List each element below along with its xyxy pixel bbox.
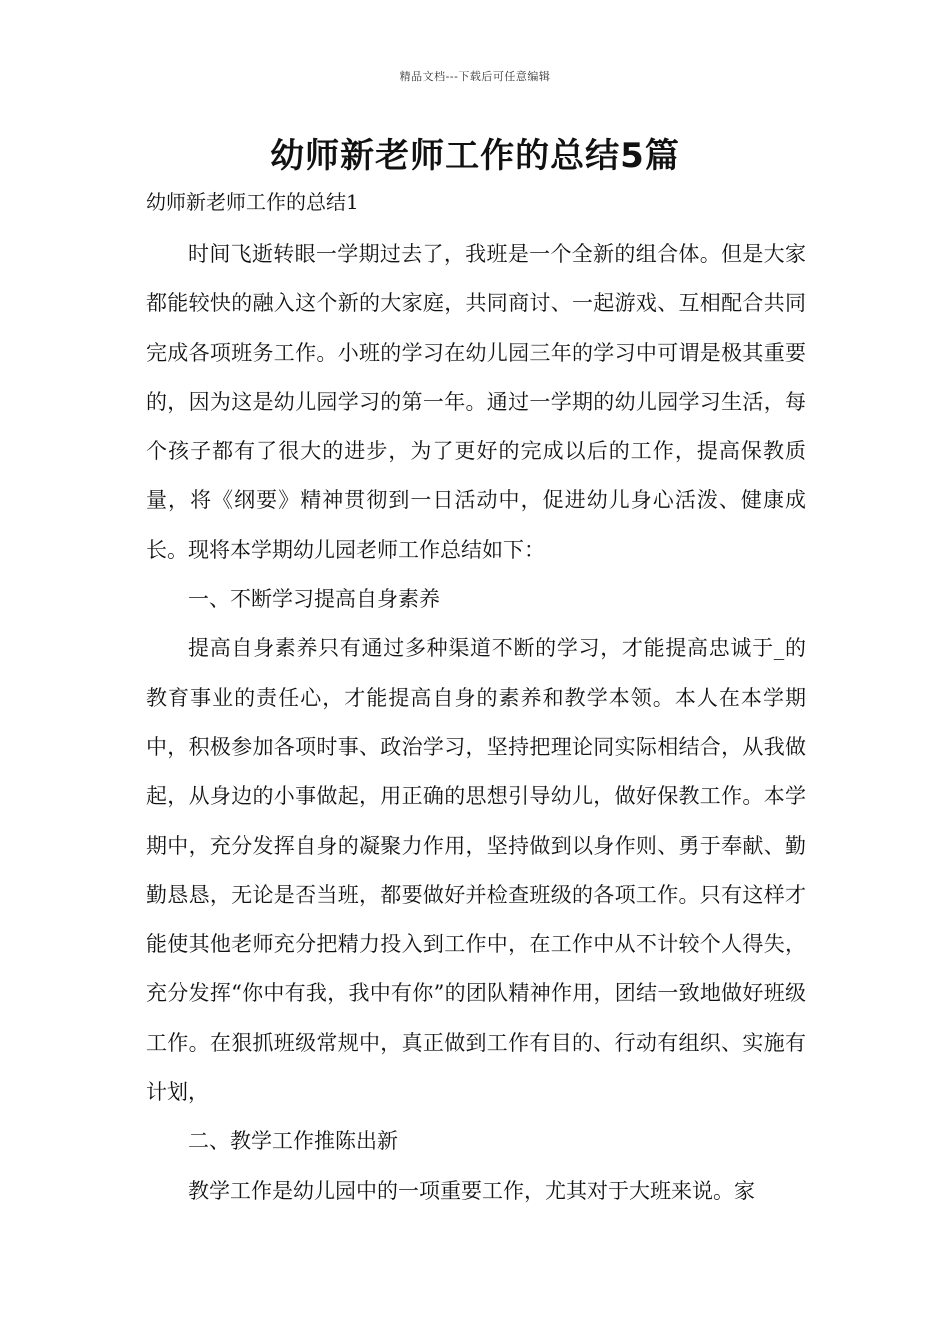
document-body [146,230,806,1216]
page-header: 精品文档---下载后可任意编辑 [399,70,551,83]
section-heading-1: 一、不断学习提高自身素养 [188,587,440,612]
section-subtitle: 幼师新老师工作的总结1 [146,190,359,214]
paragraph-intro: 时间飞逝转眼一学期过去了，我班是一个全新的组合体。但是大家都能较快的融入这个新的大家庭，共同商讨、一起游戏、互相配合共同完成各项班务工作。小班的学习在幼儿园三年的学习中可谓是极其重要的，因为这是幼儿园学习的第一年。通过一学期的幼儿园学习生活，每个孩子都有了很大的进步，为了更好的完成以后的工作，提高保教质量，将《纲要》精神贯彻到一日活动中，促进幼儿身心活泼、健康成长。现将本学期幼儿园老师工作总结如下： [146,242,806,562]
section-heading-2: 二、教学工作推陈出新 [188,1129,398,1154]
paragraph-section-2: 教学工作是幼儿园中的一项重要工作，尤其对于大班来说。家 [188,1178,755,1203]
document-title: 幼师新老师工作的总结5篇 [270,136,680,176]
paragraph-section-1: 提高自身素养只有通过多种渠道不断的学习，才能提高忠诚于_的教育事业的责任心，才能提高自身的素养和教学本领。本人在本学期中，积极参加各项时事、政治学习，坚持把理论同实际相结合，从我做起，从身边的小事做起，用正确的思想引导幼儿，做好保教工作。本学期中，充分发挥自身的凝聚力作用，坚持做到以身作则、勇于奉献、勤勤恳恳，无论是否当班，都要做好并检查班级的各项工作。只有这样才能使其他老师充分把精力投入到工作中，在工作中从不计较个人得失，充分发挥“你中有我，我中有你”的团队精神作用，团结一致地做好班级工作。在狠抓班级常规中，真正做到工作有目的、行动有组织、实施有计划， [146,636,806,1105]
